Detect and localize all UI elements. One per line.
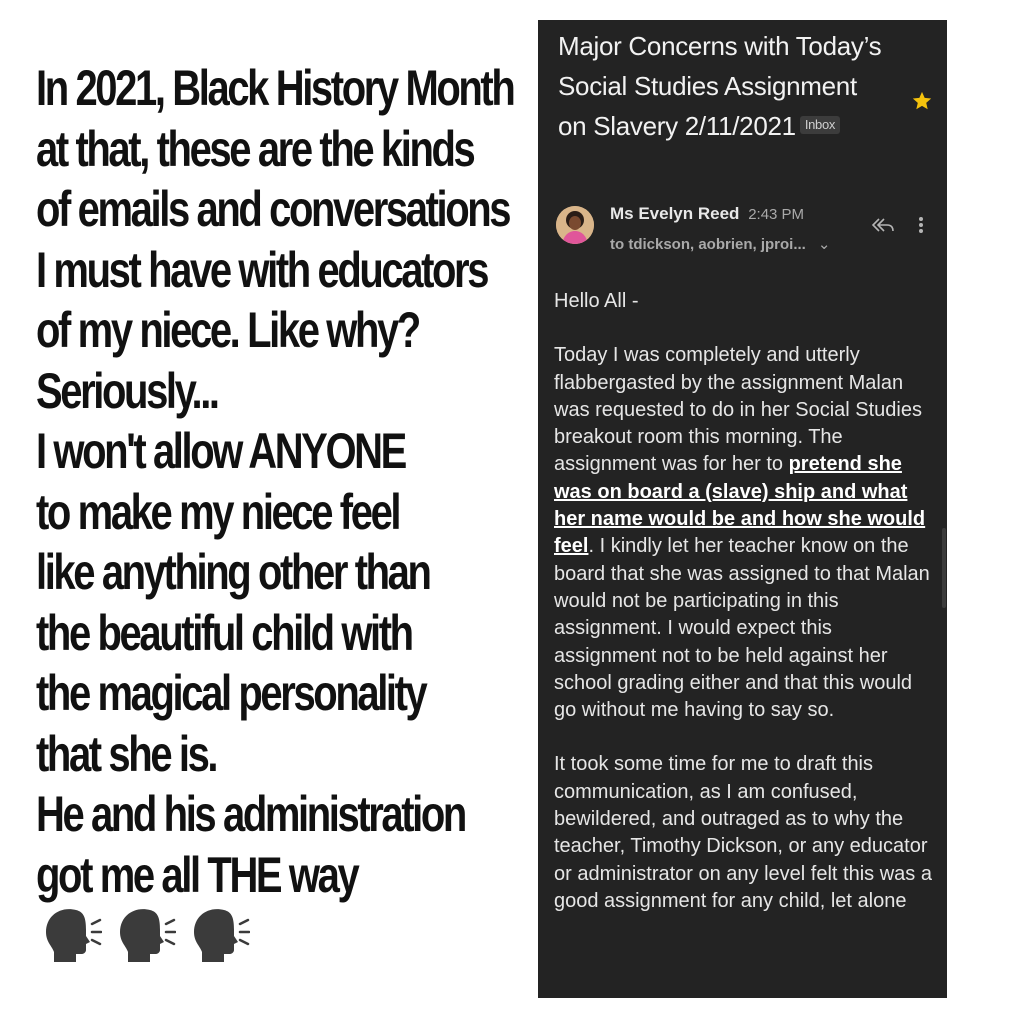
recipients-text: to tdickson, aobrien, jproi... [610, 236, 806, 253]
email-panel [538, 20, 947, 998]
scrollbar[interactable] [942, 528, 946, 608]
star-icon[interactable] [911, 90, 933, 112]
caption-line: to make my niece feel [36, 483, 400, 540]
caption-line: that she is. [36, 725, 217, 782]
avatar[interactable] [556, 206, 594, 244]
emoji-row [36, 902, 250, 968]
person-icon [556, 206, 594, 244]
sender-name: Ms Evelyn Reed [610, 204, 740, 223]
email-body [554, 288, 939, 915]
sender-line [610, 203, 804, 226]
caption-text [36, 58, 532, 905]
speaking-head-icon [110, 902, 176, 968]
caption-line: at that, these are the kinds [36, 120, 474, 177]
paragraph-text: . I kindly let her teacher know on the board that she was assigned to that Malan would not be participating in this assignment. I would expect this assignment not to be held against her school grading either and that this would go without me having to say so. [554, 535, 930, 722]
caption-line: of my niece. Like why? [36, 302, 419, 358]
email-subject [558, 26, 888, 146]
caption-line: In 2021, Black History Month [36, 60, 514, 116]
caption-line: like anything other than [36, 544, 430, 600]
more-vert-icon[interactable] [916, 213, 926, 237]
caption-line: I won't allow ANYONE [36, 423, 405, 479]
caption-line: of emails and conversations [36, 181, 510, 237]
inbox-label[interactable]: Inbox [800, 116, 840, 134]
caption-line: He and his administration [36, 786, 465, 842]
paragraph-text: Today I was completely and utterly flabbergasted by the assignment Malan was requested to do in her Social Studies breakout room this morning. The assignment was for her to [554, 344, 922, 476]
caption-line: the magical personality [36, 665, 426, 721]
speaking-head-icon [184, 902, 250, 968]
caption-line: I must have with educators [36, 241, 488, 298]
chevron-down-icon[interactable]: ⌄ [817, 236, 831, 253]
recipients[interactable] [610, 235, 830, 255]
speaking-head-icon [36, 902, 102, 968]
caption-line: the beautiful child with [36, 604, 412, 661]
body-paragraph: It took some time for me to draft this communication, as I am confused, bewildered, and outraged as to why the teacher, Timothy Dickson, or any educator or administrator on any level felt this was a good assignment for any child, let alone [554, 753, 932, 912]
reply-all-icon[interactable] [871, 213, 895, 237]
subject-text: Major Concerns with Today’s Social Studies Assignment on Slavery 2/11/2021 [558, 31, 882, 141]
caption-line: Seriously... [36, 362, 218, 419]
sent-time: 2:43 PM [748, 206, 805, 223]
caption-line: got me all THE way [36, 846, 358, 903]
greeting: Hello All - [554, 290, 639, 312]
emphasized-text: pretend she was on board a (slave) ship and what her name would be and how she would feel [554, 453, 926, 558]
body-paragraph [554, 342, 939, 724]
